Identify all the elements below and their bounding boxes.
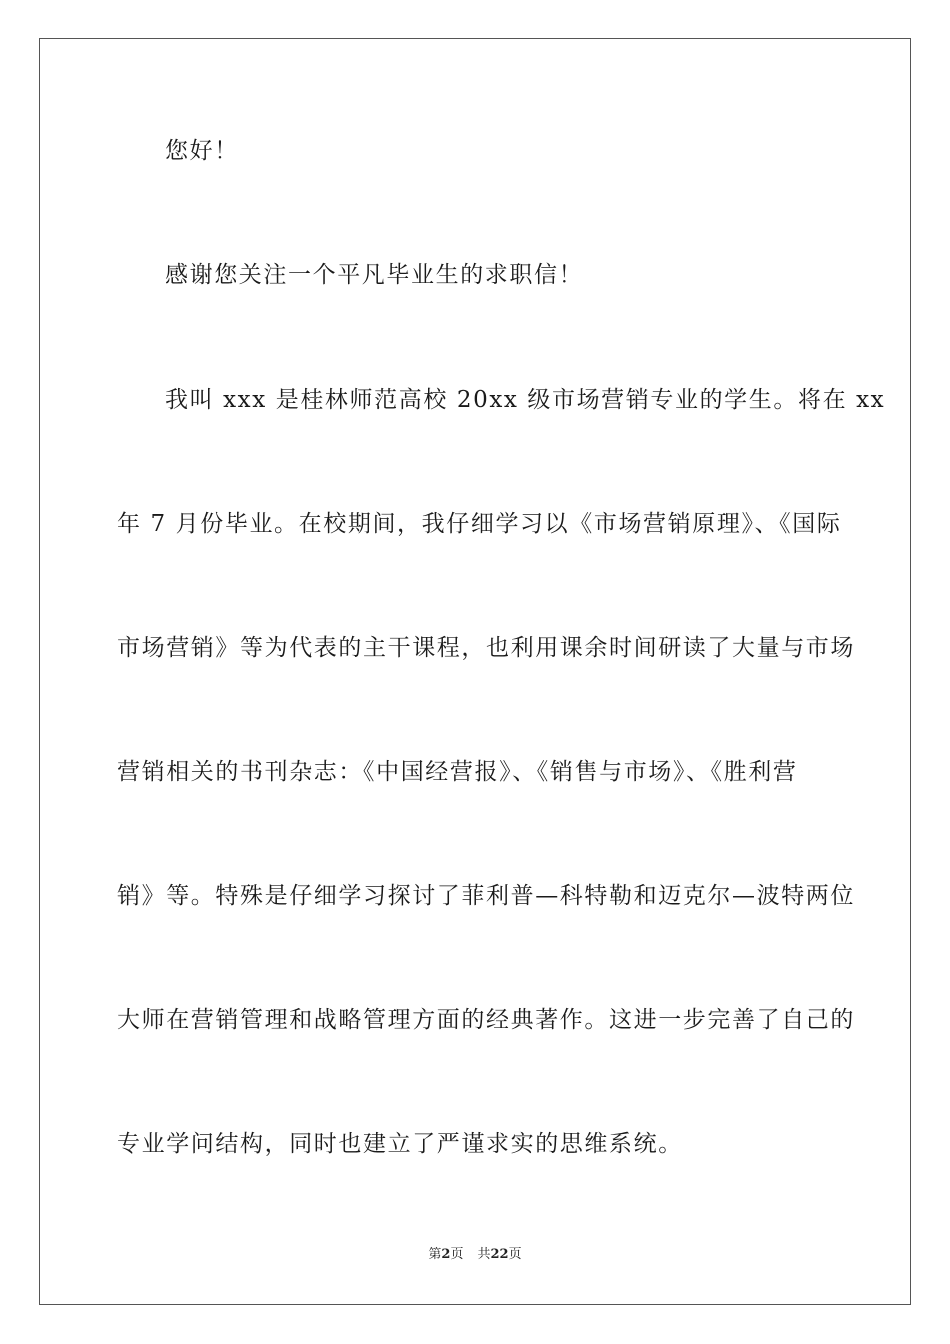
- total-label-suffix: 页: [508, 1247, 522, 1262]
- page-label-suffix: 页: [450, 1247, 464, 1262]
- page-number: 2: [441, 1247, 451, 1262]
- paragraph-line: 我叫 xxx 是桂林师范高校 20xx 级市场营销专业的学生。将在 xx: [165, 387, 886, 413]
- paragraph-line: 专业学问结构，同时也建立了严谨求实的思维系统。: [117, 1131, 683, 1157]
- paragraph-line: 市场营销》等为代表的主干课程，也利用课余时间研读了大量与市场: [117, 635, 855, 661]
- paragraph-line: 年 7 月份毕业。在校期间，我仔细学习以《市场营销原理》、《国际: [117, 511, 842, 537]
- paragraph-line: 大师在营销管理和战略管理方面的经典著作。这进一步完善了自己的: [117, 1007, 855, 1033]
- paragraph-line: 销》等。特殊是仔细学习探讨了菲利普—科特勒和迈克尔—波特两位: [117, 883, 855, 909]
- page-border: [39, 38, 911, 1305]
- page-footer: [0, 1246, 950, 1264]
- paragraph-line: 营销相关的书刊杂志：《中国经营报》、《销售与市场》、《胜利营: [117, 759, 798, 785]
- total-pages: 22: [490, 1247, 509, 1262]
- total-label-prefix: 共: [477, 1247, 491, 1262]
- greeting-text: 您好！: [165, 138, 239, 164]
- paragraph-thanks: 感谢您关注一个平凡毕业生的求职信！: [165, 262, 584, 288]
- page-label-prefix: 第: [428, 1247, 442, 1262]
